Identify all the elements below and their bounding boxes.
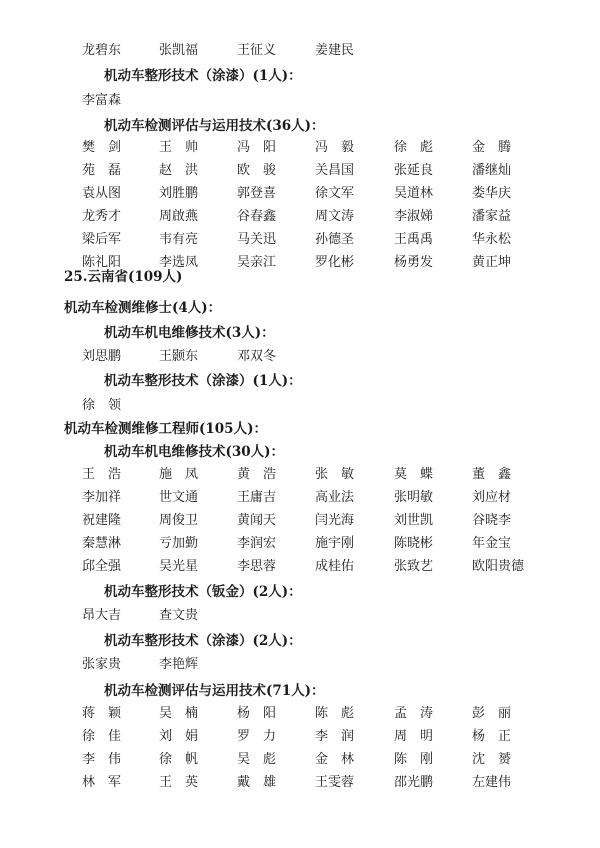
person-name: 谷晓李 <box>472 513 512 528</box>
name-row <box>0 347 600 367</box>
person-name: 刘世凯 <box>394 513 434 528</box>
name-row <box>0 606 600 626</box>
name-row <box>0 230 600 250</box>
person-name: 徐 彪 <box>394 140 434 155</box>
person-name: 谷春鑫 <box>237 209 277 224</box>
person-name: 金 腾 <box>472 140 512 155</box>
heading-text: 机动车整形技术（涂漆）(1人)： <box>104 68 302 84</box>
section-heading <box>0 419 600 439</box>
person-name: 董 鑫 <box>472 467 512 482</box>
subsection-heading <box>0 371 600 391</box>
person-name: 杨 阳 <box>237 706 277 721</box>
person-name: 张明敏 <box>394 490 434 505</box>
person-name: 昂大吉 <box>82 608 122 623</box>
person-name: 张致艺 <box>394 559 434 574</box>
name-row <box>0 41 600 61</box>
person-name: 吴 彪 <box>237 752 277 767</box>
person-name: 陈礼阳 <box>82 255 122 270</box>
subsection-heading <box>0 631 600 651</box>
name-row <box>0 396 600 416</box>
person-name: 徐 佳 <box>82 729 122 744</box>
person-name: 黄闻天 <box>237 513 277 528</box>
person-name: 徐 帆 <box>159 752 199 767</box>
person-name: 张延良 <box>394 163 434 178</box>
person-name: 张凯福 <box>159 43 199 58</box>
name-row <box>0 138 600 158</box>
person-name: 高业法 <box>315 490 355 505</box>
subsection-heading <box>0 681 600 701</box>
person-name: 李富森 <box>82 93 122 108</box>
person-name: 吴 楠 <box>159 706 199 721</box>
person-name: 袁从图 <box>82 186 122 201</box>
person-name: 罗化彬 <box>315 255 355 270</box>
person-name: 李淑娣 <box>394 209 434 224</box>
person-name: 张 敏 <box>315 467 355 482</box>
subsection-heading <box>0 116 600 136</box>
name-row <box>0 511 600 531</box>
person-name: 戴 雄 <box>237 775 277 790</box>
name-row <box>0 727 600 747</box>
person-name: 成桂佑 <box>315 559 355 574</box>
name-row <box>0 184 600 204</box>
heading-text: 25.云南省(109人) <box>64 269 183 285</box>
person-name: 欧 骏 <box>237 163 277 178</box>
person-name: 年金宝 <box>472 536 512 551</box>
person-name: 王征义 <box>237 43 277 58</box>
heading-text: 机动车检测维修工程师(105人)： <box>64 421 267 437</box>
person-name: 龙碧东 <box>82 43 122 58</box>
person-name: 施宇刚 <box>315 536 355 551</box>
person-name: 姜建民 <box>315 43 355 58</box>
person-name: 潘家益 <box>472 209 512 224</box>
person-name: 孙德圣 <box>315 232 355 247</box>
name-row <box>0 534 600 554</box>
person-name: 李加祥 <box>82 490 122 505</box>
person-name: 秦慧淋 <box>82 536 122 551</box>
person-name: 陈 刚 <box>394 752 434 767</box>
subsection-heading <box>0 442 600 462</box>
person-name: 娄华庆 <box>472 186 512 201</box>
heading-text: 机动车机电维修技术(3人)： <box>104 325 275 341</box>
person-name: 蒋 颖 <box>82 706 122 721</box>
person-name: 闫光海 <box>315 513 355 528</box>
person-name: 樊 剑 <box>82 140 122 155</box>
person-name: 黄 浩 <box>237 467 277 482</box>
person-name: 黄正坤 <box>472 255 512 270</box>
person-name: 马关迅 <box>237 232 277 247</box>
person-name: 刘 娟 <box>159 729 199 744</box>
person-name: 关昌国 <box>315 163 355 178</box>
person-name: 周俊卫 <box>159 513 199 528</box>
subsection-heading <box>0 66 600 86</box>
name-row <box>0 465 600 485</box>
person-name: 欧阳贵德 <box>472 559 525 574</box>
person-name: 王 浩 <box>82 467 122 482</box>
person-name: 周文涛 <box>315 209 355 224</box>
heading-text: 机动车检测评估与运用技术(71人)： <box>104 683 325 699</box>
name-row <box>0 161 600 181</box>
person-name: 龙秀才 <box>82 209 122 224</box>
name-row <box>0 207 600 227</box>
person-name: 王庸吉 <box>237 490 277 505</box>
person-name: 韦有亮 <box>159 232 199 247</box>
person-name: 李润宏 <box>237 536 277 551</box>
person-name: 吴亲江 <box>237 255 277 270</box>
subsection-heading <box>0 323 600 343</box>
name-row <box>0 750 600 770</box>
person-name: 左建伟 <box>472 775 512 790</box>
person-name: 赵 洪 <box>159 163 199 178</box>
person-name: 王颢东 <box>159 349 199 364</box>
person-name: 亏加勤 <box>159 536 199 551</box>
person-name: 刘思鹏 <box>82 349 122 364</box>
person-name: 李选凤 <box>159 255 199 270</box>
person-name: 徐文军 <box>315 186 355 201</box>
person-name: 陈 彪 <box>315 706 355 721</box>
heading-text: 机动车整形技术（涂漆）(1人)： <box>104 373 302 389</box>
person-name: 查文贵 <box>159 608 199 623</box>
person-name: 郭登喜 <box>237 186 277 201</box>
person-name: 周啟燕 <box>159 209 199 224</box>
person-name: 施 凤 <box>159 467 199 482</box>
name-row <box>0 557 600 577</box>
person-name: 冯 毅 <box>315 140 355 155</box>
person-name: 沈 赟 <box>472 752 512 767</box>
person-name: 王禹禹 <box>394 232 434 247</box>
person-name: 林 军 <box>82 775 122 790</box>
person-name: 李思蓉 <box>237 559 277 574</box>
person-name: 邱全强 <box>82 559 122 574</box>
person-name: 陈晓彬 <box>394 536 434 551</box>
person-name: 苑 磊 <box>82 163 122 178</box>
section-heading <box>0 298 600 318</box>
person-name: 吴光星 <box>159 559 199 574</box>
person-name: 徐 领 <box>82 398 122 413</box>
person-name: 李艳辉 <box>159 657 199 672</box>
name-row <box>0 91 600 111</box>
person-name: 王雯蓉 <box>315 775 355 790</box>
person-name: 周 明 <box>394 729 434 744</box>
person-name: 王 帅 <box>159 140 199 155</box>
person-name: 孟 涛 <box>394 706 434 721</box>
name-row <box>0 773 600 793</box>
person-name: 彭 丽 <box>472 706 512 721</box>
person-name: 金 林 <box>315 752 355 767</box>
person-name: 潘继灿 <box>472 163 512 178</box>
person-name: 李 润 <box>315 729 355 744</box>
name-row <box>0 488 600 508</box>
person-name: 邵光鹏 <box>394 775 434 790</box>
heading-text: 机动车机电维修技术(30人)： <box>104 444 285 460</box>
person-name: 杨 正 <box>472 729 512 744</box>
person-name: 刘胜鹏 <box>159 186 199 201</box>
person-name: 罗 力 <box>237 729 277 744</box>
name-row <box>0 704 600 724</box>
subsection-heading <box>0 582 600 602</box>
person-name: 吴道林 <box>394 186 434 201</box>
person-name: 梁后军 <box>82 232 122 247</box>
person-name: 杨勇发 <box>394 255 434 270</box>
person-name: 世文通 <box>159 490 199 505</box>
person-name: 张家贵 <box>82 657 122 672</box>
person-name: 祝建隆 <box>82 513 122 528</box>
name-row <box>0 655 600 675</box>
person-name: 莫 蝶 <box>394 467 434 482</box>
heading-text: 机动车检测评估与运用技术(36人)： <box>104 118 325 134</box>
person-name: 邓双冬 <box>237 349 277 364</box>
person-name: 冯 阳 <box>237 140 277 155</box>
section-heading <box>0 267 600 287</box>
heading-text: 机动车检测维修士(4人)： <box>64 300 222 316</box>
heading-text: 机动车整形技术（涂漆）(2人)： <box>104 633 302 649</box>
person-name: 王 英 <box>159 775 199 790</box>
person-name: 华永松 <box>472 232 512 247</box>
person-name: 李 伟 <box>82 752 122 767</box>
heading-text: 机动车整形技术（钣金）(2人)： <box>104 584 302 600</box>
person-name: 刘应材 <box>472 490 512 505</box>
